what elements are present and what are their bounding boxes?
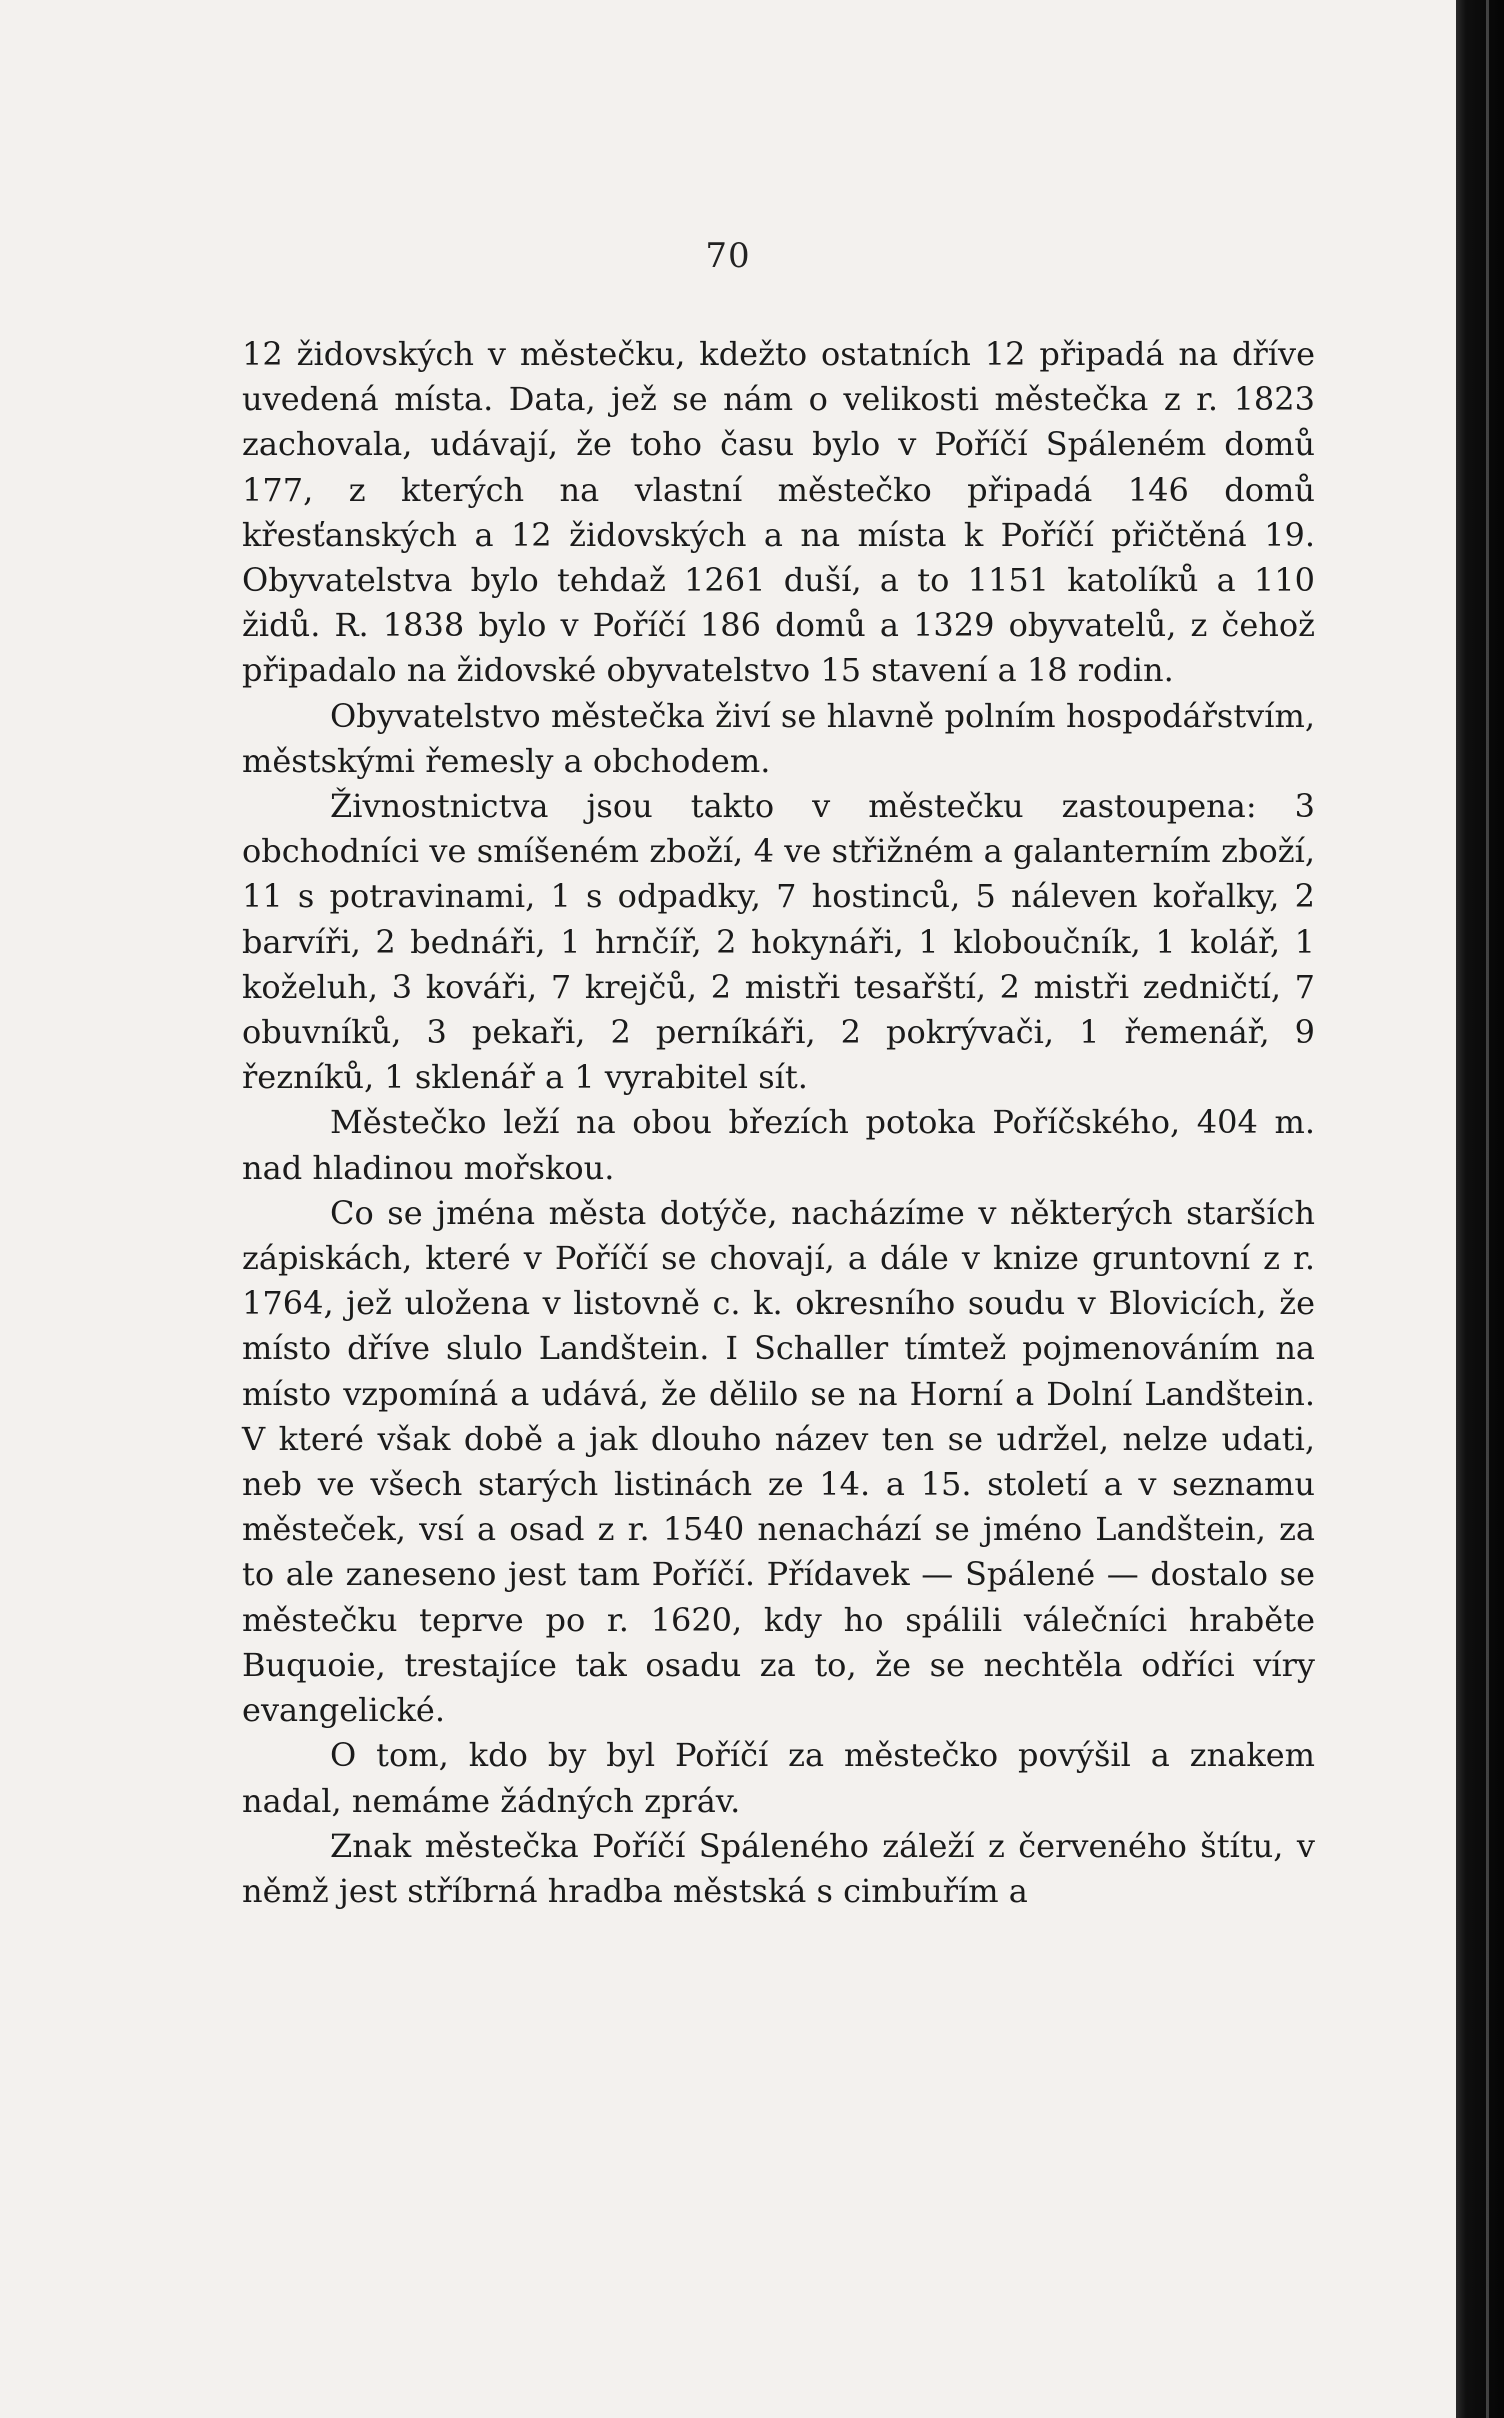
body-text	[242, 332, 1315, 1914]
paragraph-livelihood: Obyvatelstvo městečka živí se hlavně polním hospodářstvím, městskými řemesly a obchodem.	[242, 696, 1315, 780]
page-number: 70	[705, 236, 751, 276]
scan-edge	[1456, 0, 1504, 2418]
paragraph-trades: Živnostnictva jsou takto v městečku zastoupena: 3 obchodníci ve smíšeném zboží, 4 ve střižném a galanterním zboží, 11 s potravinami, 1 s odpadky, 7 hostinců, 5 náleven kořalky, 2 barvíři, 2 bednáři, 1 hrnčíř, 2 hokynáři, 1 kloboučník, 1 kolář, 1 koželuh, 3 kováři, 7 krejčů, 2 mistři tesařští, 2 mistři zedničtí, 7 obuvníků, 3 pekaři, 2 perníkáři, 2 pokrývači, 1 řemenář, 9 řezníků, 1 sklenář a 1 vyrabitel sít.	[242, 787, 1315, 1097]
paragraph-name-history: Co se jména města dotýče, nacházíme v některých starších zápiskách, které v Poříčí se chovají, a dále v knize gruntovní z r. 1764, jež uložena v listovně c. k. okresního soudu v Blovicích, že místo dříve slulo Landštein. I Schaller tímtež pojmenováním na místo vzpomíná a udává, že dělilo se na Horní a Dolní Landštein. V které však době a jak dlouho název ten se udržel, nelze udati, neb ve všech starých listinách ze 14. a 15. století a v seznamu městeček, vsí a osad z r. 1540 nenachází se jméno Landštein, za to ale zaneseno jest tam Poříčí. Přídavek — Spálené — dostalo se městečku teprve po r. 1620, kdy ho spálili válečníci hraběte Buquoie, trestajíce tak osadu za to, že se nechtěla odříci víry evangelické.	[242, 1193, 1315, 1730]
paragraph-town-status: O tom, kdo by byl Poříčí za městečko povýšil a znakem nadal, nemáme žádných zpráv.	[242, 1736, 1315, 1820]
paragraph-coat-of-arms: Znak městečka Poříčí Spáleného záleží z červeného štítu, v němž jest stříbrná hradba městská s cimbuřím a	[242, 1826, 1315, 1910]
paragraph-location: Městečko leží na obou březích potoka Poříčského, 404 m. nad hladinou mořskou.	[242, 1103, 1315, 1187]
paragraph-population: 12 židovských v městečku, kdežto ostatních 12 připadá na dříve uvedená místa. Data, jež se nám o velikosti městečka z r. 1823 zachovala, udávají, že toho času bylo v Poříčí Spáleném domů 177, z kterých na vlastní městečko připadá 146 domů křesťanských a 12 židovských a na místa k Poříčí přičtěná 19. Obyvatelstva bylo tehdaž 1261 duší, a to 1151 katolíků a 110 židů. R. 1838 bylo v Poříčí 186 domů a 1329 obyvatelů, z čehož připadalo na židovské obyvatelstvo 15 stavení a 18 rodin.	[242, 335, 1315, 690]
